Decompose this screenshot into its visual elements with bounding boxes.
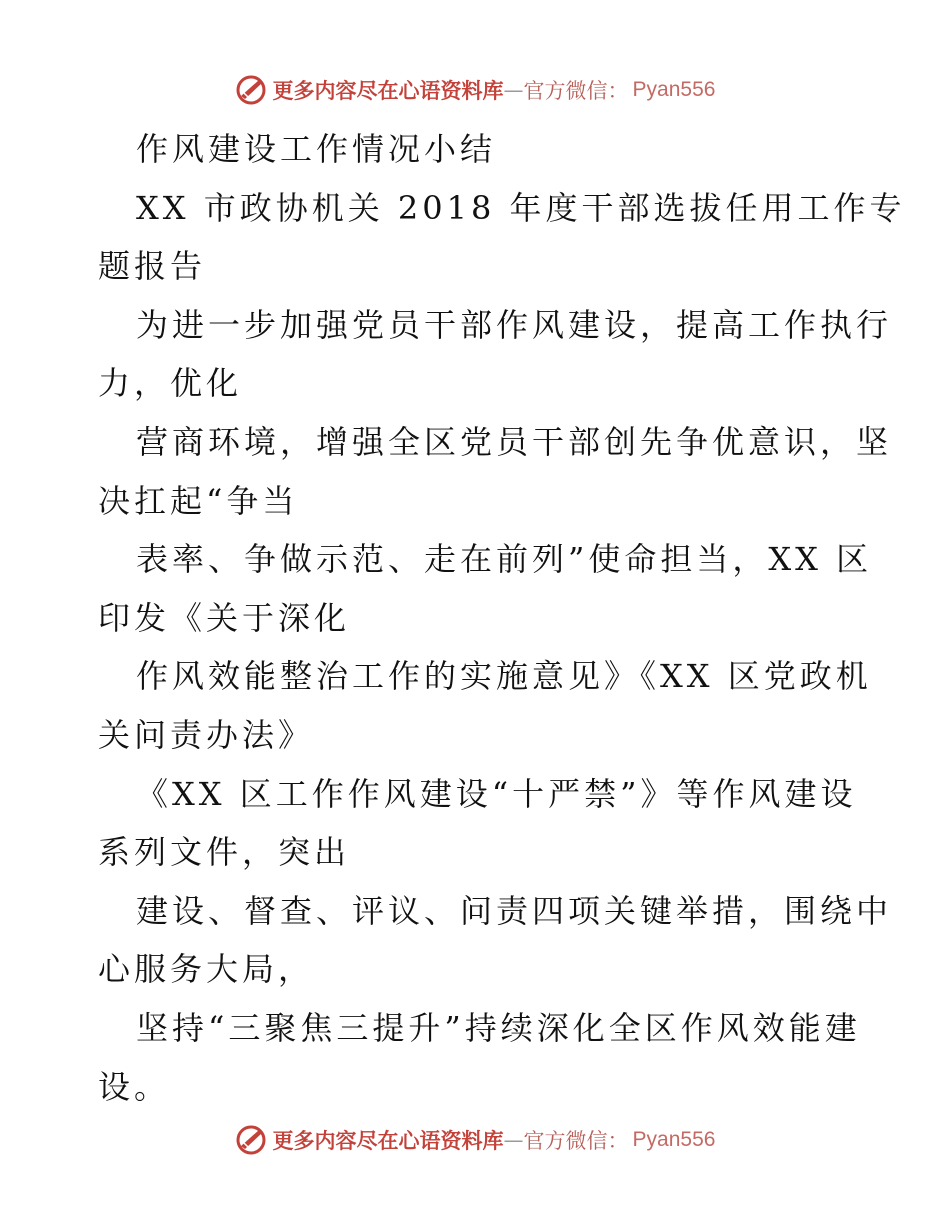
paragraph-line: 坚持“三聚焦三提升”持续深化全区作风效能建 bbox=[136, 1008, 861, 1047]
paragraph-line: 营商环境，增强全区党员干部创先争优意识，坚 bbox=[136, 422, 893, 461]
document-body bbox=[98, 120, 906, 1116]
banner-wechat-label: 官方微信： bbox=[523, 1129, 629, 1153]
paragraph-continuation-line: 设。 bbox=[98, 1067, 171, 1106]
paragraph-line: 《XX 区工作作风建设“十严禁”》等作风建设 bbox=[136, 774, 857, 813]
paragraph-line: 建设、督查、评议、问责四项关键举措，围绕中 bbox=[136, 891, 893, 930]
paragraph-line: 表率、争做示范、走在前列”使命担当，XX 区 bbox=[136, 540, 873, 579]
banner-slogan: 更多内容尽在心语资料库 bbox=[272, 78, 504, 103]
footer-banner bbox=[0, 1120, 950, 1160]
header-banner bbox=[0, 70, 950, 110]
banner-slogan: 更多内容尽在心语资料库 bbox=[272, 1128, 504, 1153]
paragraph-continuation-line: 印发《关于深化 bbox=[98, 598, 351, 637]
paragraph-continuation-line: 心服务大局， bbox=[98, 950, 315, 989]
paragraph-line: 作风建设工作情况小结 bbox=[136, 130, 497, 168]
paragraph-continuation-line: 题报告 bbox=[98, 247, 207, 286]
banner-separator: — bbox=[503, 78, 524, 102]
paragraph-continuation-line: 力，优化 bbox=[98, 364, 243, 403]
paragraph-line: XX 市政协机关 2018 年度干部选拔任用工作专 bbox=[136, 188, 906, 227]
paragraph-continuation-line: 系列文件，突出 bbox=[98, 833, 351, 872]
paragraph-continuation-line: 决扛起“争当 bbox=[98, 481, 299, 520]
brand-logo-icon bbox=[235, 1124, 267, 1156]
banner-wechat-label: 官方微信： bbox=[523, 79, 629, 103]
brand-logo-icon bbox=[235, 74, 267, 106]
paragraph-continuation-line: 关问责办法》 bbox=[98, 715, 315, 754]
paragraph-line: 作风效能整治工作的实施意见》《XX 区党政机 bbox=[136, 657, 872, 696]
paragraph-line: 为进一步加强党员干部作风建设，提高工作执行 bbox=[136, 305, 893, 344]
banner-wechat-id: Pyan556 bbox=[632, 78, 716, 101]
banner-wechat-id: Pyan556 bbox=[632, 1128, 716, 1151]
banner-separator: — bbox=[503, 1128, 524, 1152]
